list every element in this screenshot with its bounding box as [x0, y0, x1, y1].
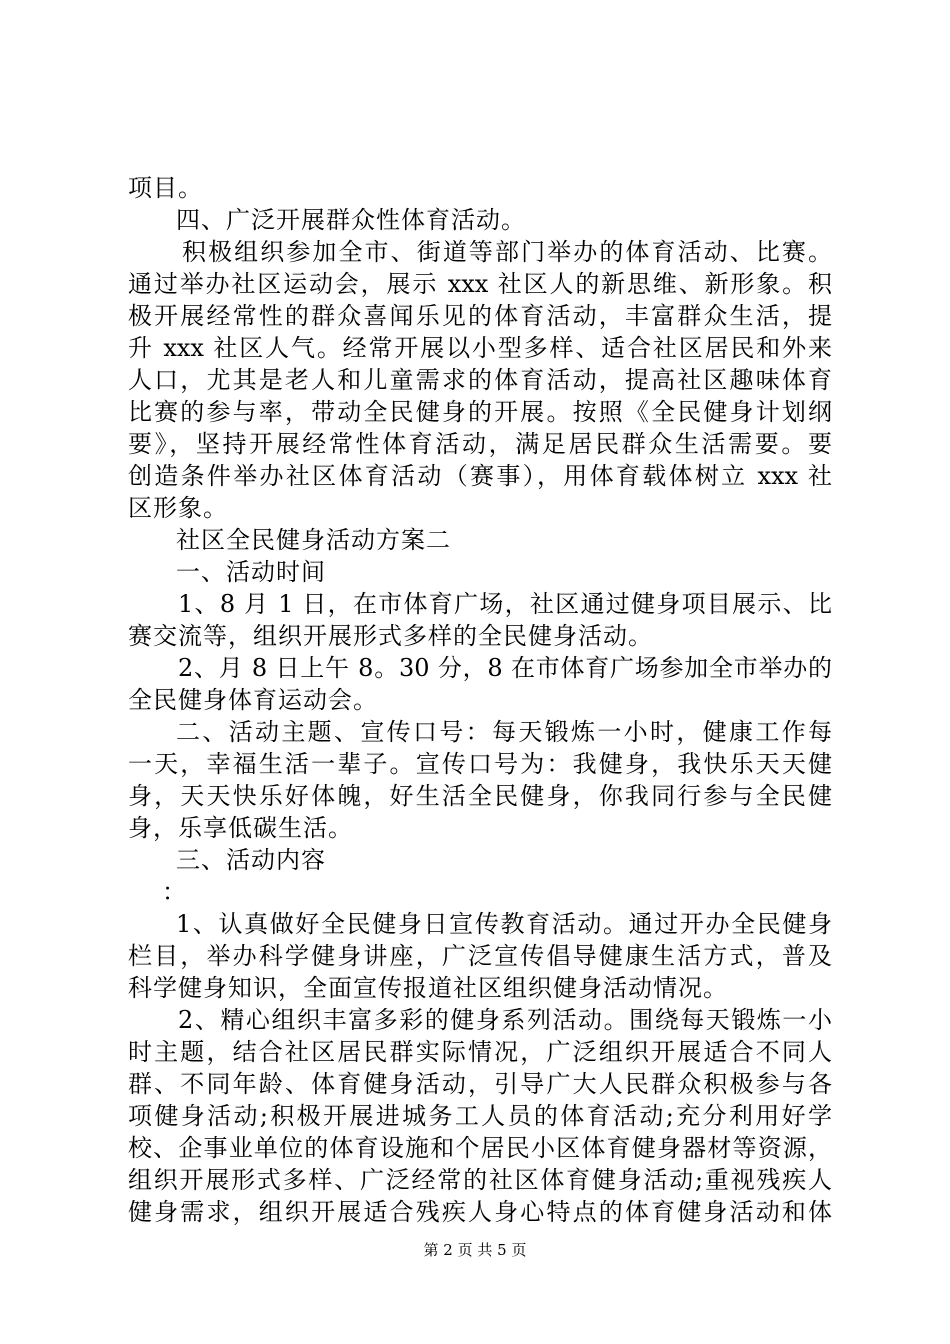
text-line: 项目。 [128, 174, 203, 202]
text-line: 栏目，举办科学健身讲座，广泛宣传倡导健康生活方式，普及 [128, 942, 832, 970]
text-line: 2、月 8 日上午 8。30 分，8 在市体育广场参加全市举办的 [178, 654, 832, 682]
text-line: 要》，坚持开展经常性体育活动，满足居民群众生活需要。要 [128, 430, 832, 458]
text-line: 人口，尤其是老人和儿童需求的体育活动，提高社区趣味体育 [128, 366, 832, 394]
document-subtitle: 社区全民健身活动方案二 [176, 526, 451, 554]
text-line: 群、不同年龄、体育健身活动，引导广大人民群众积极参与各 [128, 1070, 832, 1098]
text-line: 比赛的参与率，带动全民健身的开展。按照《全民健身计划纲 [128, 398, 832, 426]
text-line: ： [162, 878, 187, 906]
text-line: 1、认真做好全民健身日宣传教育活动。通过开办全民健身 [176, 910, 832, 938]
section-heading: 四、广泛开展群众性体育活动。 [176, 206, 526, 234]
section-heading: 一、活动时间 [176, 558, 326, 586]
text-line: 积极组织参加全市、街道等部门举办的体育活动、比赛。 [182, 238, 832, 266]
text-line: 2、精心组织丰富多彩的健身系列活动。围绕每天锻炼一小 [178, 1006, 832, 1034]
text-line: 时主题，结合社区居民群实际情况，广泛组织开展适合不同人 [128, 1038, 832, 1066]
text-line: 科学健身知识，全面宣传报道社区组织健身活动情况。 [128, 974, 728, 1002]
text-line: 校、企事业单位的体育设施和个居民小区体育健身器材等资源， [128, 1134, 832, 1162]
document-body [128, 172, 832, 1228]
section-heading: 三、活动内容 [176, 846, 326, 874]
text-line: 通过举办社区运动会，展示 xxx 社区人的新思维、新形象。积 [128, 270, 832, 298]
text-line: 区形象。 [128, 494, 228, 522]
text-line: 1、8 月 1 日，在市体育广场，社区通过健身项目展示、比 [178, 590, 832, 618]
text-line: 极开展经常性的群众喜闻乐见的体育活动，丰富群众生活，提 [128, 302, 832, 330]
page-number-footer: 第 2 页 共 5 页 [423, 1241, 527, 1259]
text-line: 身，天天快乐好体魄，好生活全民健身，你我同行参与全民健 [128, 782, 832, 810]
text-line: 全民健身体育运动会。 [128, 686, 378, 714]
text-line: 创造条件举办社区体育活动（赛事），用体育载体树立 xxx 社 [128, 462, 832, 490]
text-line: 项健身活动;积极开展进城务工人员的体育活动;充分利用好学 [128, 1102, 832, 1130]
text-line: 升 xxx 社区人气。经常开展以小型多样、适合社区居民和外来 [128, 334, 832, 362]
text-line: 身，乐享低碳生活。 [128, 814, 353, 842]
text-line: 赛交流等，组织开展形式多样的全民健身活动。 [128, 622, 653, 650]
text-line: 一天，幸福生活一辈子。宣传口号为：我健身，我快乐天天健 [128, 750, 832, 778]
text-line: 健身需求，组织开展适合残疾人身心特点的体育健身活动和体 [128, 1198, 832, 1226]
text-line: 组织开展形式多样、广泛经常的社区体育健身活动;重视残疾人 [128, 1166, 832, 1194]
text-line: 二、活动主题、宣传口号：每天锻炼一小时，健康工作每 [176, 718, 832, 746]
